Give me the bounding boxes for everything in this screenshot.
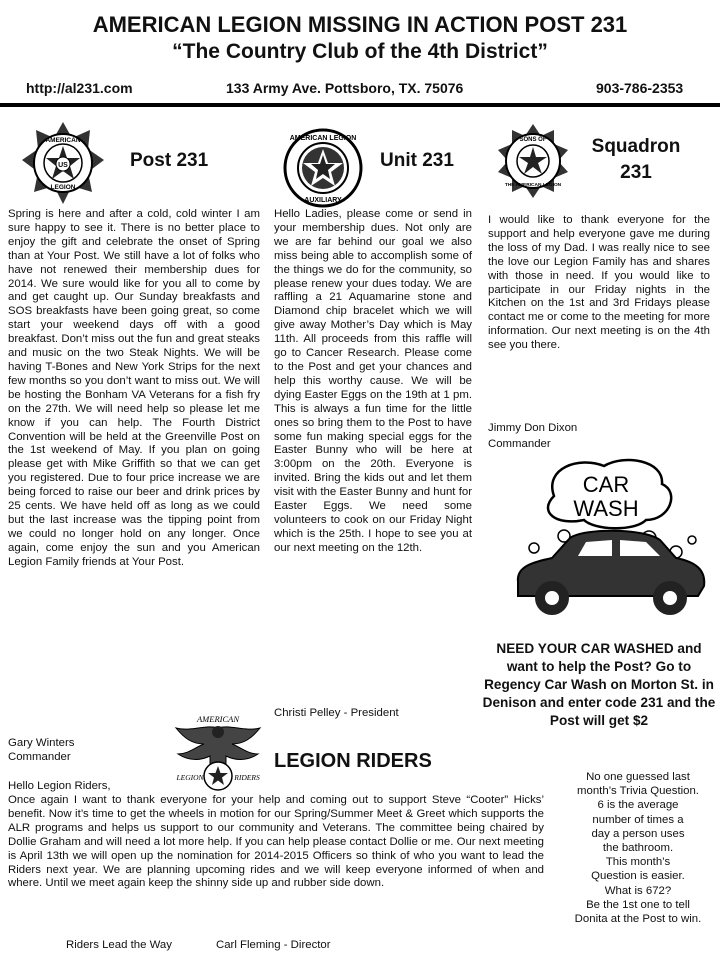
post-phone: 903-786-2353 xyxy=(596,80,684,96)
post-body: Spring is here and after a cold, cold winter I am sure happy to see it. There is no better place to enjoy the gift and celebrate the onset of Spring than at Your Post. We still have a lot of folks who have not renewed their membership dues for 2014. We sure would like for you all to come by and get caught up. Our Sunday breakfasts and SOS breakfasts have been going great, so come start your weekend days off with a good breakfast. Don’t miss out the fun and great steaks and music on the two Steak Nights. We will be having T-Bones and New York Strips for the next few months so you don’t want to miss out. We will be hosting the Bonham VA Veterans for a fish fry on the 27th. We will need help so please let me know if you can help. The Fourth District Convention will be held at the Greenville Post on the 1st weekend of May. If you plan on going please get with Mike Griffith so that we can get you registered. Due to four price increase we are being forced to raise our beer and drink prices by 25 cents. We have held off as long as we could but the last increase was the tipping point from we could no longer hold on any longer. Once again, come enjoy the sun and you American Legion Family friends at Your Post. xyxy=(8,208,260,568)
trivia-line: 6 is the average xyxy=(597,799,679,812)
riders-emblem-right-text: RIDERS xyxy=(234,773,260,782)
squadron-signature-name: Jimmy Don Dixon xyxy=(488,422,578,434)
trivia-line: What is 672? xyxy=(604,884,672,897)
car-wash-promo: NEED YOUR CAR WASHED and want to help the Post? Go to Regency Car Wash on Morton St. in Denison and enter code 231 and the Post will get $2 xyxy=(482,641,716,728)
post-signature-name: Gary Winters xyxy=(8,737,75,749)
aux-emblem-bottom-text: AUXILIARY xyxy=(304,197,342,204)
american-legion-emblem-icon xyxy=(22,122,104,204)
trivia-line: Be the 1st one to tell xyxy=(586,898,690,911)
car-wash-illustration xyxy=(494,454,714,630)
riders-motto: Riders Lead the Way xyxy=(66,939,172,951)
unit-signature: Christi Pelley - President xyxy=(274,707,399,719)
newsletter-title: AMERICAN LEGION MISSING IN ACTION POST 231 xyxy=(92,12,628,37)
emblem-legion-text: LEGION xyxy=(50,184,76,191)
sons-of-legion-emblem-icon xyxy=(496,124,570,198)
emblem-american-text: AMERICAN xyxy=(45,137,81,144)
trivia-box xyxy=(556,770,720,926)
sons-emblem-bottom-text: THE AMERICAN LEGION xyxy=(504,183,562,188)
riders-article xyxy=(8,794,544,891)
trivia-line: month’s Trivia Question. xyxy=(577,785,699,798)
trivia-line: This month’s xyxy=(605,856,671,869)
newsletter-subtitle: “The Country Club of the 4th District” xyxy=(172,40,548,63)
trivia-line: Donita at the Post to win. xyxy=(574,913,702,926)
riders-emblem-top-text: AMERICAN xyxy=(196,714,240,724)
trivia-line: No one guessed last xyxy=(586,771,690,783)
unit-article xyxy=(274,208,472,556)
auxiliary-emblem-icon xyxy=(283,128,363,208)
sons-emblem-top-text: SONS OF xyxy=(519,137,547,143)
trivia-line: Question is easier. xyxy=(591,870,685,883)
post-address: 133 Army Ave. Pottsboro, TX. 75076 xyxy=(226,80,464,96)
squadron-article xyxy=(488,214,710,353)
header-divider xyxy=(0,103,720,107)
post-title: Post 231 xyxy=(130,150,209,171)
trivia-line: day a person uses xyxy=(591,827,685,840)
squadron-signature-role: Commander xyxy=(488,438,551,450)
squadron-body: I would like to thank everyone for the support and help everyone gave me during the loss of my Dad. I was really nice to see the love our Legion Family has and shares with those in need. If you would like to participate in our Friday nights in the Kitchen on the 1st and 3rd Fridays please contact me or come to the meeting for more information. Our next meeting is on the 4th see you there. xyxy=(488,214,710,352)
riders-title: LEGION RIDERS xyxy=(274,750,432,772)
squadron-title-line1: Squadron xyxy=(591,136,681,157)
website-link[interactable]: http://al231.com xyxy=(26,80,133,96)
riders-body: Once again I want to thank everyone for your help and coming out to support Steve “Cooter” Hicks’ benefit. Now it’s time to get the wheels in motion for our Spring/Summer Meet & Greet which supports the ALR programs and helps us support to our community and Veterans. The committee being chaired by Dollie Graham and will need a lot more help. If you can help please contact Dollie or me. Our next meeting is April 13th we will open up the nomination for 2014-2015 Officers so think of who you want to lead the Riders next year. We are planning upcoming rides and we will keep everyone informed of when and where. Until we meet again keep the shinny side up and rubber side down. xyxy=(8,794,544,890)
trivia-line: the bathroom. xyxy=(602,842,674,855)
car-wash-sign-line1: CAR xyxy=(582,472,630,497)
emblem-us-text: US xyxy=(58,162,68,169)
trivia-line: number of times a xyxy=(592,813,684,826)
car-wash-sign-line2: WASH xyxy=(573,496,639,521)
riders-emblem-left-text: LEGION xyxy=(176,773,204,782)
squadron-title xyxy=(576,134,696,186)
squadron-title-line2: 231 xyxy=(620,162,652,183)
post-article xyxy=(8,208,260,570)
car-wash-drawing-icon xyxy=(494,454,714,630)
riders-greeting: Hello Legion Riders, xyxy=(8,780,111,792)
unit-title: Unit 231 xyxy=(380,150,454,171)
legion-riders-emblem-icon xyxy=(170,714,266,796)
squadron-signature xyxy=(488,420,577,452)
post-signature xyxy=(8,736,74,764)
aux-emblem-top-text: AMERICAN LEGION xyxy=(289,135,357,142)
post-signature-role: Commander xyxy=(8,751,71,763)
unit-body: Hello Ladies, please come or send in your membership dues. Not only are we are far behind our goal we also miss being able to accomplish some of the things we do for the community, so please renew your dues today. We are raffling a 21 Aquamarine stone and Diamond chip bracelet which we will give away Mother’s Day which is May 11th. All proceeds from this raffle will go to Cancer Research. Please come to the Post and get your chances and help this worthy cause. We will be dying Easter Eggs on the 19th at 1 pm. This is always a fun time for the little ones so bring them to the Post to have some fun making special eggs for the Easter Bunny who will be here at 3:00pm on the 20th. Everyone is invited. Bring the kids out and let them visit with the Easter Bunny and hunt for Easter Eggs. We need some volunteers to cook on our Friday Night which is the 25th. I hope to see you at our next meeting on the 12th. xyxy=(274,208,472,554)
riders-director: Carl Fleming - Director xyxy=(216,939,331,951)
